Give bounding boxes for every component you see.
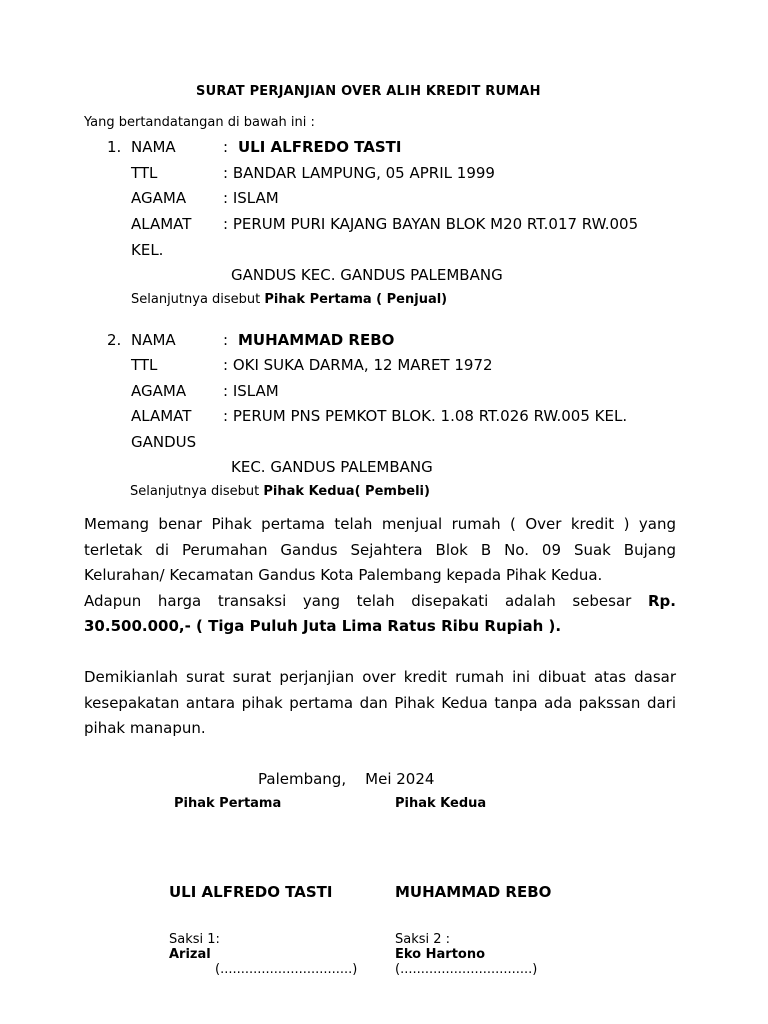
price-intro: Adapun harga transaksi yang telah disepakati adalah sebesar	[84, 592, 632, 610]
first-party-signatory: ULI ALFREDO TASTI	[169, 883, 333, 901]
second-party-signatory: MUHAMMAD REBO	[395, 883, 552, 901]
party-1-name-colon: :	[223, 138, 229, 156]
party-2-alamat-label: ALAMAT	[131, 407, 192, 425]
witness-1-signature-line: (................................)	[215, 962, 358, 977]
party-2-name: MUHAMMAD REBO	[238, 331, 395, 349]
party-1-role	[131, 292, 447, 307]
party-2-alamat-line1: : PERUM PNS PEMKOT BLOK. 1.08 RT.026 RW.005 KEL.	[223, 407, 628, 425]
witness-2-name: Eko Hartono	[395, 947, 486, 962]
party-1-alamat-line1: : PERUM PURI KAJANG BAYAN BLOK M20 RT.017 RW.005	[223, 215, 639, 233]
party-1-name-label: NAMA	[131, 138, 176, 156]
witness-2-label: Saksi 2 :	[395, 932, 451, 947]
party-2-ttl: : OKI SUKA DARMA, 12 MARET 1972	[223, 356, 493, 374]
party-2-name-label: NAMA	[131, 331, 176, 349]
witness-2-signature-line: (................................)	[395, 962, 538, 977]
intro-text: Yang bertandatangan di bawah ini :	[84, 115, 315, 130]
party-2-number: 2.	[107, 331, 122, 349]
body-p2-line1	[84, 592, 676, 610]
party-1-ttl-label: TTL	[131, 164, 158, 182]
party-2-alamat-wrap: GANDUS	[131, 433, 197, 451]
body-p3-line2: kesepakatan antara pihak pertama dan Pihak Kedua tanpa ada pakssan dari	[84, 694, 676, 712]
body-p3-line3: pihak manapun.	[84, 719, 206, 737]
body-p1-line3: Kelurahan/ Kecamatan Gandus Kota Palembang kepada Pihak Kedua.	[84, 566, 603, 584]
body-p3-line1: Demikianlah surat surat perjanjian over kredit rumah ini dibuat atas dasar	[84, 668, 676, 686]
second-party-label: Pihak Kedua	[395, 796, 487, 811]
party-2-agama-label: AGAMA	[131, 382, 187, 400]
witness-1-label: Saksi 1:	[169, 932, 220, 947]
place-date: Palembang, Mei 2024	[258, 770, 435, 788]
body-p1-line1: Memang benar Pihak pertama telah menjual rumah ( Over kredit ) yang	[84, 515, 676, 533]
party-1-name: ULI ALFREDO TASTI	[238, 138, 402, 156]
first-party-label: Pihak Pertama	[174, 796, 282, 811]
party-2-agama: : ISLAM	[223, 382, 279, 400]
party-1-ttl: : BANDAR LAMPUNG, 05 APRIL 1999	[223, 164, 495, 182]
party-1-role-prefix: Selanjutnya disebut	[131, 292, 265, 307]
party-2-role	[130, 484, 430, 499]
party-1-agama-label: AGAMA	[131, 189, 187, 207]
price-currency: Rp.	[647, 592, 676, 610]
document-title: SURAT PERJANJIAN OVER ALIH KREDIT RUMAH	[196, 84, 541, 99]
party-1-alamat-wrap: KEL.	[131, 241, 164, 259]
body-p1-line2: terletak di Perumahan Gandus Sejahtera Blok B No. 09 Suak Bujang	[84, 541, 676, 559]
party-2-ttl-label: TTL	[131, 356, 158, 374]
witness-1-name: Arizal	[169, 947, 211, 962]
party-2-role-prefix: Selanjutnya disebut	[130, 484, 264, 499]
party-2-alamat-line2: KEC. GANDUS PALEMBANG	[231, 458, 433, 476]
party-1-role-title: Pihak Pertama ( Penjual)	[264, 292, 448, 307]
party-1-alamat-line2: GANDUS KEC. GANDUS PALEMBANG	[231, 266, 503, 284]
party-2-name-colon: :	[223, 331, 229, 349]
price-amount: 30.500.000,- ( Tiga Puluh Juta Lima Ratus Ribu Rupiah ).	[84, 617, 562, 635]
party-2-role-title: Pihak Kedua( Pembeli)	[263, 484, 430, 499]
party-1-alamat-label: ALAMAT	[131, 215, 192, 233]
party-1-agama: : ISLAM	[223, 189, 279, 207]
party-1-number: 1.	[107, 138, 122, 156]
